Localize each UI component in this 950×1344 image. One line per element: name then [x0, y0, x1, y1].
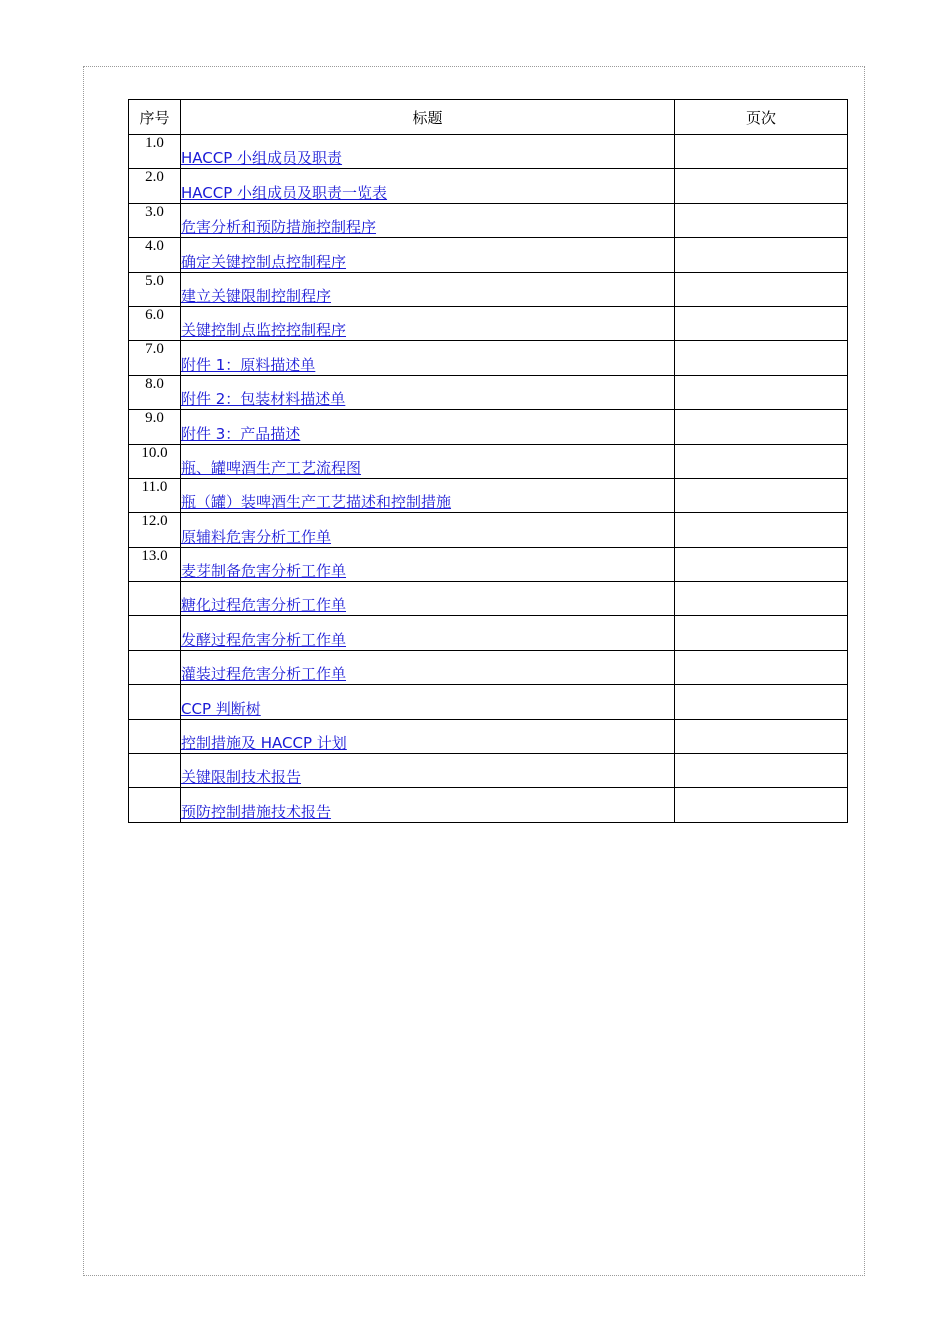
row-title-cell — [181, 306, 675, 340]
table-row — [129, 169, 848, 203]
row-num: 10.0 — [129, 444, 181, 478]
row-num: 4.0 — [129, 238, 181, 272]
row-page — [675, 169, 848, 203]
table-row — [129, 375, 848, 409]
toc-link[interactable]: HACCP 小组成员及职责一览表 — [181, 183, 388, 202]
toc-link[interactable]: 确定关键控制点控制程序 — [181, 252, 347, 271]
row-page — [675, 685, 848, 719]
toc-link[interactable]: 建立关键限制控制程序 — [181, 286, 332, 305]
row-title-cell — [181, 135, 675, 169]
row-title-cell — [181, 478, 675, 512]
row-page — [675, 719, 848, 753]
row-page — [675, 135, 848, 169]
row-page — [675, 306, 848, 340]
row-page — [675, 238, 848, 272]
row-title-cell — [181, 272, 675, 306]
toc-link[interactable]: 原辅料危害分析工作单 — [181, 527, 332, 546]
toc-link[interactable]: 灌装过程危害分析工作单 — [181, 665, 347, 684]
header-page: 页次 — [675, 100, 848, 135]
row-title-cell — [181, 616, 675, 650]
row-num: 8.0 — [129, 375, 181, 409]
row-page — [675, 375, 848, 409]
toc-link[interactable]: 糖化过程危害分析工作单 — [181, 596, 347, 615]
row-page — [675, 513, 848, 547]
row-title-cell — [181, 513, 675, 547]
row-title-cell — [181, 169, 675, 203]
row-page — [675, 410, 848, 444]
row-title-cell — [181, 203, 675, 237]
table-row — [129, 135, 848, 169]
row-page — [675, 203, 848, 237]
toc-link[interactable]: 瓶（罐）装啤酒生产工艺描述和控制措施 — [181, 493, 452, 512]
row-num: 3.0 — [129, 203, 181, 237]
row-page — [675, 272, 848, 306]
row-num: 6.0 — [129, 306, 181, 340]
row-num: 12.0 — [129, 513, 181, 547]
row-page — [675, 582, 848, 616]
row-num — [129, 582, 181, 616]
row-title-cell — [181, 582, 675, 616]
table-row — [129, 444, 848, 478]
toc-link[interactable]: 附件 1：原料描述单 — [181, 355, 316, 374]
toc-link[interactable]: HACCP 小组成员及职责 — [181, 149, 343, 168]
toc-link[interactable]: 控制措施及 HACCP 计划 — [181, 734, 347, 753]
row-page — [675, 547, 848, 581]
row-num — [129, 719, 181, 753]
table-row — [129, 788, 848, 822]
row-page — [675, 650, 848, 684]
toc-link[interactable]: 关键控制点监控控制程序 — [181, 321, 347, 340]
row-title-cell — [181, 685, 675, 719]
table-row — [129, 238, 848, 272]
table-row — [129, 341, 848, 375]
row-title-cell — [181, 788, 675, 822]
toc-link[interactable]: 发酵过程危害分析工作单 — [181, 630, 347, 649]
row-num — [129, 788, 181, 822]
header-num: 序号 — [129, 100, 181, 135]
table-row — [129, 410, 848, 444]
toc-link[interactable]: 瓶、罐啤酒生产工艺流程图 — [181, 458, 362, 477]
table-row — [129, 650, 848, 684]
toc-link[interactable]: CCP 判断树 — [181, 699, 261, 718]
row-num: 7.0 — [129, 341, 181, 375]
toc-link[interactable]: 附件 3：产品描述 — [181, 424, 301, 443]
table-row — [129, 272, 848, 306]
row-title-cell — [181, 341, 675, 375]
table-row — [129, 203, 848, 237]
table-row — [129, 306, 848, 340]
table-row — [129, 685, 848, 719]
table-row — [129, 719, 848, 753]
table-row — [129, 616, 848, 650]
row-page — [675, 754, 848, 788]
row-title-cell — [181, 547, 675, 581]
row-num — [129, 616, 181, 650]
row-title-cell — [181, 650, 675, 684]
row-page — [675, 616, 848, 650]
row-title-cell — [181, 238, 675, 272]
table-row — [129, 582, 848, 616]
row-page — [675, 444, 848, 478]
row-num — [129, 754, 181, 788]
row-page — [675, 478, 848, 512]
table-row — [129, 547, 848, 581]
toc-link[interactable]: 麦芽制备危害分析工作单 — [181, 562, 347, 581]
toc-link[interactable]: 关键限制技术报告 — [181, 768, 302, 787]
table-row — [129, 513, 848, 547]
toc-header-row — [129, 100, 848, 135]
toc-link[interactable]: 附件 2：包装材料描述单 — [181, 390, 346, 409]
row-page — [675, 341, 848, 375]
row-num — [129, 685, 181, 719]
toc-link[interactable]: 危害分析和预防措施控制程序 — [181, 218, 377, 237]
row-title-cell — [181, 375, 675, 409]
row-title-cell — [181, 754, 675, 788]
row-title-cell — [181, 444, 675, 478]
row-num: 1.0 — [129, 135, 181, 169]
row-num: 13.0 — [129, 547, 181, 581]
table-row — [129, 478, 848, 512]
table-row — [129, 754, 848, 788]
row-num: 11.0 — [129, 478, 181, 512]
row-num: 9.0 — [129, 410, 181, 444]
toc-link[interactable]: 预防控制措施技术报告 — [181, 802, 332, 821]
row-num: 2.0 — [129, 169, 181, 203]
toc-table — [128, 99, 848, 823]
row-title-cell — [181, 719, 675, 753]
row-num: 5.0 — [129, 272, 181, 306]
header-title: 标题 — [181, 100, 675, 135]
row-page — [675, 788, 848, 822]
row-title-cell — [181, 410, 675, 444]
row-num — [129, 650, 181, 684]
